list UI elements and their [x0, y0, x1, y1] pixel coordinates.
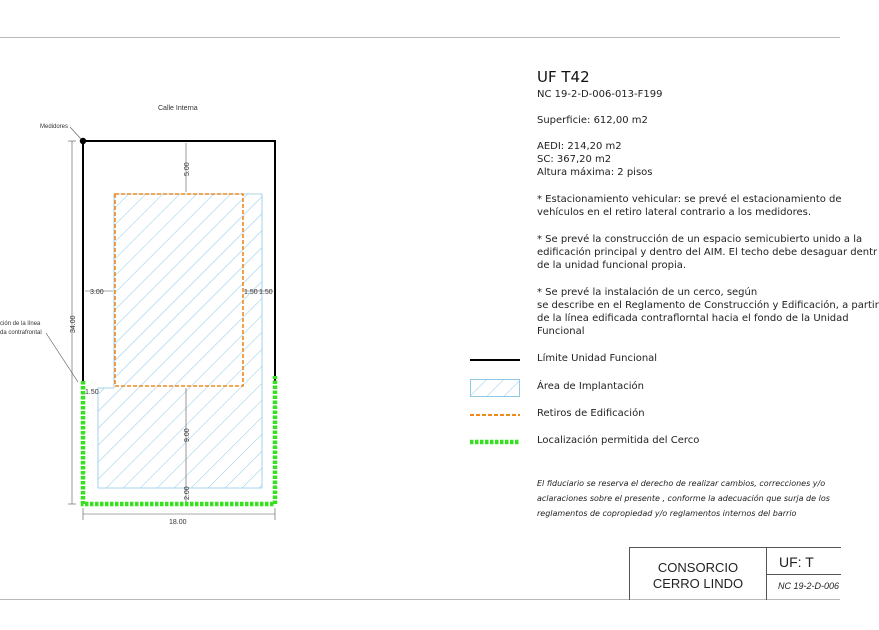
title-block-uf: UF: T: [779, 554, 814, 570]
legend-swatch-black-line: [470, 352, 522, 368]
note-parking-2: vehículos en el retiro lateral contrario a los medidores.: [537, 207, 812, 218]
title-block-divider: [767, 574, 841, 575]
cadastral-number: NC 19-2-D-006-013-F199: [537, 89, 663, 100]
title-block-company: [630, 548, 767, 600]
disclaimer-line-1: El fiduciario se reserva el derecho de realizar cambios, correcciones y/o: [537, 479, 826, 488]
legend-swatch-hatch: [470, 379, 522, 397]
line-note-2: da contrafrontal: [0, 330, 42, 336]
meters-leader: [70, 127, 81, 139]
legend-label: Área de Implantación: [537, 381, 644, 392]
dim-rear-depth: 9.00: [184, 428, 191, 442]
note-semicovered-1: * Se prevé la construcción de un espacio semicubierto unido a la: [537, 234, 863, 245]
legend-swatch-dashed-orange: [470, 407, 522, 423]
street-label: Calle Interna: [158, 105, 198, 112]
implantation-area: [98, 194, 262, 488]
dim-top-setback: 5.00: [184, 162, 191, 176]
note-fence-1: * Se prevé la instalación de un cerco, según: [537, 287, 758, 298]
unit-title: UF T42: [537, 68, 590, 86]
dim-rear-left: 1.50: [85, 389, 99, 396]
company-name-line-2: CERRO LINDO: [652, 576, 744, 591]
note-fence-3: de la línea edificada contraflorntal hacia el fondo de la Unidad: [537, 313, 849, 324]
title-block-nc: NC 19-2-D-006: [778, 581, 840, 591]
legend-label: Localización permitida del Cerco: [537, 435, 700, 446]
legend-label: Retiros de Edificación: [537, 408, 645, 419]
aedi: AEDI: 214,20 m2: [537, 141, 622, 152]
note-fence-2: se describe en el Reglamento de Construcción y Edificación, a partir: [537, 300, 879, 311]
disclaimer-line-3: reglamentos de copropiedad y/o reglamentos internos del barrio: [537, 509, 797, 518]
legend-swatch-green-dashed: [470, 434, 522, 450]
dim-right-setback-b: 1.50: [259, 289, 273, 296]
note-semicovered-2: edificación principal y dentro del AIM. El techo debe desaguar dentr: [537, 247, 878, 258]
note-parking-1: * Estacionamiento vehicular: se prevé el estacionamiento de: [537, 194, 842, 205]
max-height: Altura máxima: 2 pisos: [537, 167, 653, 178]
company-name-line-1: CONSORCIO: [657, 560, 739, 575]
meters-label: Medidores: [40, 124, 69, 130]
dim-bottom-setback: 2.00: [184, 486, 191, 500]
disclaimer: [537, 476, 837, 521]
surface: Superficie: 612,00 m2: [537, 115, 648, 126]
dim-width: 18.00: [169, 519, 187, 526]
note-fence-4: Funcional: [537, 326, 585, 337]
legend-label: Límite Unidad Funcional: [537, 353, 658, 364]
note-semicovered-3: de la unidad funcional propia.: [537, 260, 687, 271]
line-note-1: ción de la línea: [0, 321, 41, 327]
dim-left-setback: 3.00: [90, 289, 104, 296]
dim-depth: 34.00: [70, 315, 77, 333]
site-plan: [0, 0, 460, 540]
title-block: [629, 547, 841, 600]
dim-right-setback-a: 1.50: [244, 289, 258, 296]
sc: SC: 367,20 m2: [537, 154, 612, 165]
disclaimer-line-2: aclaraciones sobre el presente , conforme la adecuación que surja de los: [537, 494, 830, 503]
